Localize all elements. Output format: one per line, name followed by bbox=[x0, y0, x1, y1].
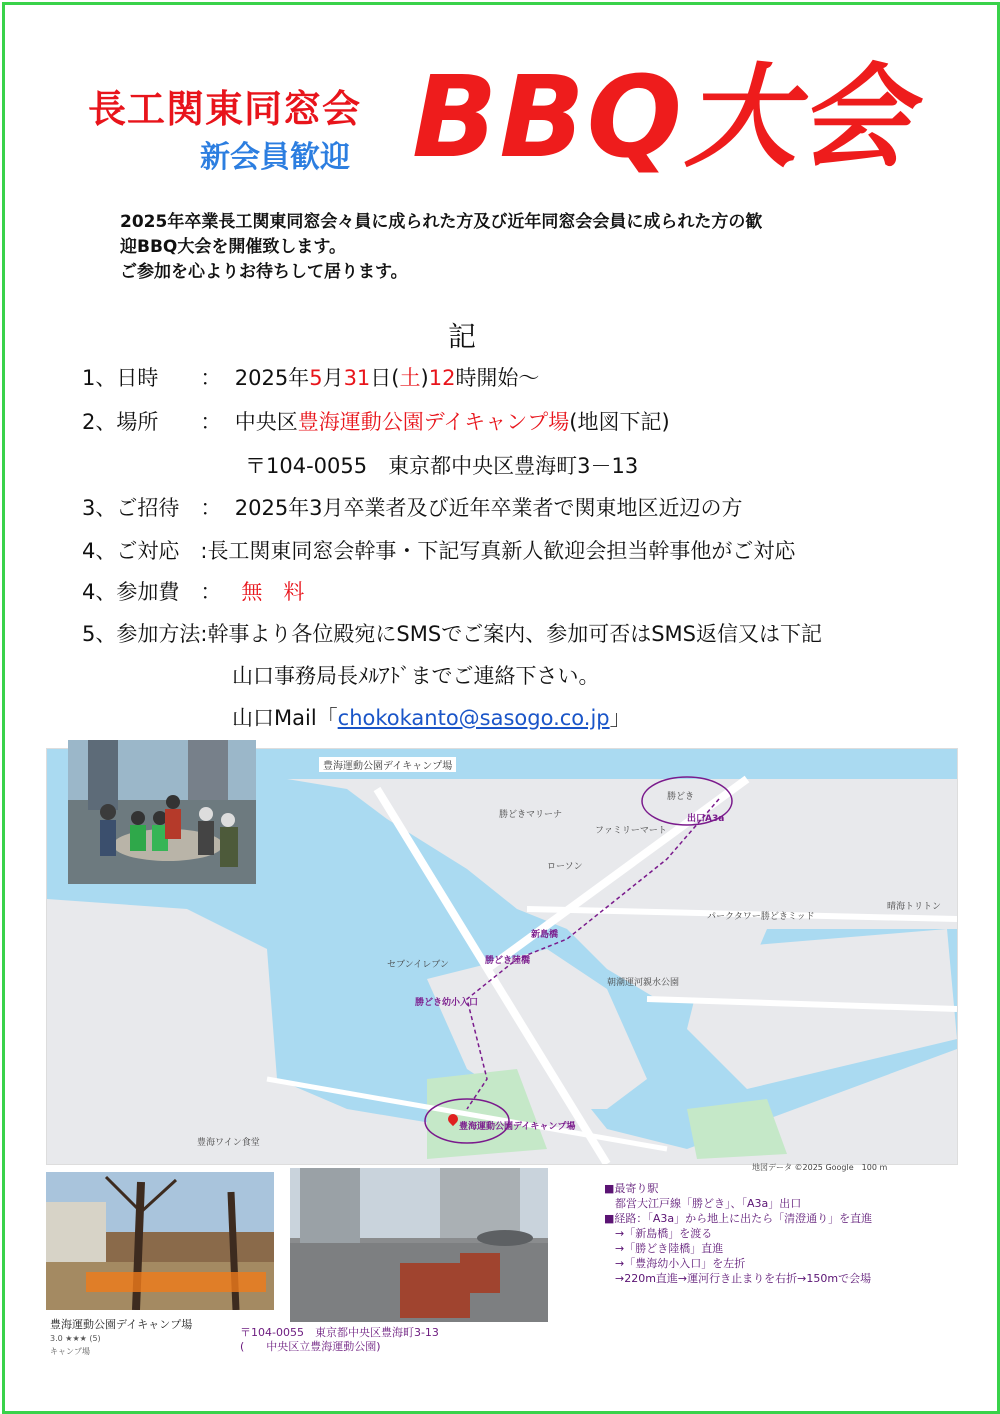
item-label: 4、ご対応 : bbox=[82, 539, 208, 563]
map-label-entrance: 勝どき幼小入口 bbox=[415, 998, 479, 1008]
park-photo-graphic bbox=[46, 1172, 274, 1310]
item-fee bbox=[82, 576, 304, 606]
map-label-family: ファミリーマート bbox=[595, 826, 667, 836]
map-label-asashio: 朝潮運河親水公園 bbox=[607, 978, 680, 988]
map-label-seven: セブンイレブン bbox=[387, 960, 449, 970]
item-date bbox=[82, 362, 539, 392]
place-name: 豊海運動公園デイキャンプ場 bbox=[297, 410, 570, 434]
host-text: 長工関東同窓会幹事・下記写真新人歓迎会担当幹事他がご対応 bbox=[207, 539, 796, 563]
invite-text: 2025年3月卒業者及び近年卒業者で関東地区近辺の方 bbox=[234, 496, 743, 520]
map-title: 豊海運動公園デイキャンプ場 bbox=[319, 757, 456, 772]
park-rating: 3.0 ★★★ (5) bbox=[50, 1334, 101, 1343]
date-year: 2025年 bbox=[234, 366, 310, 390]
mail-prefix: 山口Mail「 bbox=[232, 706, 338, 730]
park-type: キャンプ場 bbox=[50, 1347, 90, 1356]
plaza-photo-graphic bbox=[290, 1168, 548, 1322]
fee-text: 無 料 bbox=[241, 580, 305, 604]
group-photo bbox=[68, 740, 256, 884]
item-label: 4、参加費 ： bbox=[82, 580, 222, 604]
date-text: 月 bbox=[322, 366, 344, 390]
date-day: 31 bbox=[343, 366, 371, 390]
park-name: 豊海運動公園デイキャンプ場 bbox=[50, 1318, 193, 1331]
map-label-exit: 出口A3a bbox=[687, 814, 725, 824]
plaza-photo bbox=[290, 1168, 548, 1322]
item-host bbox=[82, 535, 795, 565]
method-mail bbox=[232, 702, 631, 732]
intro-line: ご参加を心よりお待ちして居ります。 bbox=[120, 262, 408, 282]
title-org: 長工関東同窓会 bbox=[88, 87, 362, 131]
email-link[interactable]: chokokanto@sasogo.co.jp bbox=[337, 706, 610, 730]
item-invite bbox=[82, 492, 743, 522]
map-label-park: 豊海運動公園デイキャンプ場 bbox=[459, 1122, 576, 1132]
place-note: (地図下記) bbox=[569, 410, 670, 434]
item-place bbox=[82, 406, 670, 436]
item-label: 2、場所 ： bbox=[82, 410, 222, 434]
map-label-harumi: 晴海トリトン bbox=[887, 902, 942, 912]
date-dow: 土 bbox=[399, 366, 421, 390]
map-credit: 地図データ ©2025 Google 100 m bbox=[752, 1163, 888, 1172]
intro-line: 2025年卒業長工関東同窓会々員に成られた方及び近年同窓会会員に成られた方の歓 bbox=[120, 212, 763, 232]
place-ward: 中央区 bbox=[234, 410, 298, 434]
park-address: 〒104-0055 東京都中央区豊海町3-13 ( 中央区立豊海運動公園) bbox=[240, 1326, 439, 1353]
ki-heading: 記 bbox=[448, 320, 477, 353]
map-label-wine: 豊海ワイン食堂 bbox=[197, 1138, 260, 1148]
intro-text bbox=[120, 210, 940, 285]
map-label-kachidoki: 勝どき bbox=[667, 792, 695, 802]
park-photo bbox=[46, 1172, 274, 1310]
method-text: 幹事より各位殿宛にSMSでご案内、参加可否はSMS返信又は下記 bbox=[207, 622, 822, 646]
map-label-shinshimabashi: 新島橋 bbox=[531, 930, 559, 940]
item-label: 1、日時 ： bbox=[82, 366, 222, 390]
map-label-parktower: パークタワー勝どきミッド bbox=[707, 912, 815, 922]
date-text: 時開始～ bbox=[455, 366, 540, 390]
method-text-2: 山口事務局長ﾒﾙｱﾄﾞまでご連絡下さい。 bbox=[232, 664, 600, 688]
item-label: 5、参加方法: bbox=[82, 622, 208, 646]
map-label-rikubashi: 勝どき陸橋 bbox=[485, 956, 531, 966]
map-label-lawson: ローソン bbox=[547, 862, 583, 872]
title-main: BBQ大会 bbox=[412, 53, 912, 183]
route-directions: ■最寄り駅 都営大江戸線「勝どき」、「A3a」出口 ■経路：「A3a」から地上に出たら「清澄通り」を直進 →「新島橋」を渡る →「勝どき陸橋」直進 →「豊海幼小入口」を左折 →220m直進→運河行き止まりを右折→150mで会場 bbox=[604, 1182, 873, 1285]
title-sub: 新会員歓迎 bbox=[200, 140, 350, 175]
item-label: 3、ご招待 ： bbox=[82, 496, 222, 520]
date-month: 5 bbox=[309, 366, 323, 390]
date-time: 12 bbox=[428, 366, 456, 390]
map-label-marina: 勝どきマリーナ bbox=[499, 810, 563, 820]
intro-line: 迎BBQ大会を開催致します。 bbox=[120, 237, 347, 257]
date-text: ) bbox=[420, 366, 429, 390]
item-address: 〒104-0055 東京都中央区豊海町3－13 bbox=[245, 454, 639, 478]
mail-suffix: 」 bbox=[609, 706, 631, 730]
date-text: 日( bbox=[370, 366, 400, 390]
group-photo-graphic bbox=[68, 740, 256, 884]
item-method bbox=[82, 618, 822, 648]
